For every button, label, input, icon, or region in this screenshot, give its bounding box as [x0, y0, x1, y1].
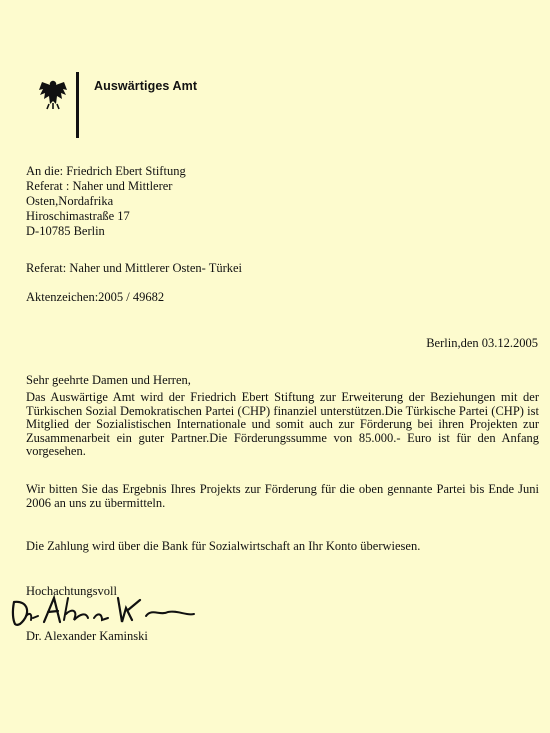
- body-paragraph: Das Auswärtige Amt wird der Friedrich Ebert Stiftung zur Erweiterung der Beziehungen mit der Türkischen Sozial Demokratischen Partei (CHP) finanziel unterstützen.Die Türkische Partei (CHP) ist Mitglied der Sozialistischen Internationale und somit auch zur Förderung bei ihren Projekten zur Zusammenarbeit ein guter Partner.Die Förderungssumme von 85.000.- Euro ist für den Anfang vorgesehen.: [26, 390, 539, 459]
- federal-eagle-icon: [38, 78, 68, 110]
- address-line: Osten,Nordafrika: [26, 194, 114, 208]
- subject-line: Referat: Naher und Mittlerer Osten- Türkei: [26, 261, 243, 275]
- handwritten-signature: [8, 594, 198, 634]
- address-line: Referat : Naher und Mittlerer: [26, 179, 173, 193]
- letterhead-divider: [76, 72, 79, 138]
- closing: Hochachtungsvoll: [26, 584, 117, 598]
- reference-number: Aktenzeichen:2005 / 49682: [26, 290, 165, 304]
- salutation: Sehr geehrte Damen und Herren,: [26, 373, 191, 387]
- letterhead-org-name: Auswärtiges Amt: [94, 79, 198, 93]
- address-line: Hiroschimastraße 17: [26, 209, 130, 223]
- body-paragraph: Die Zahlung wird über die Bank für Sozialwirtschaft an Ihr Konto überwiesen.: [26, 539, 421, 553]
- place-date: Berlin,den 03.12.2005: [426, 336, 538, 350]
- address-line: D-10785 Berlin: [26, 224, 105, 238]
- body-paragraph: Wir bitten Sie das Ergebnis Ihres Projekts zur Förderung für die oben gennante Partei bis Ende Juni 2006 an uns zu übermitteln.: [26, 482, 539, 510]
- address-line: An die: Friedrich Ebert Stiftung: [26, 164, 186, 178]
- signer-name: Dr. Alexander Kaminski: [26, 629, 148, 643]
- recipient-address: [26, 164, 186, 239]
